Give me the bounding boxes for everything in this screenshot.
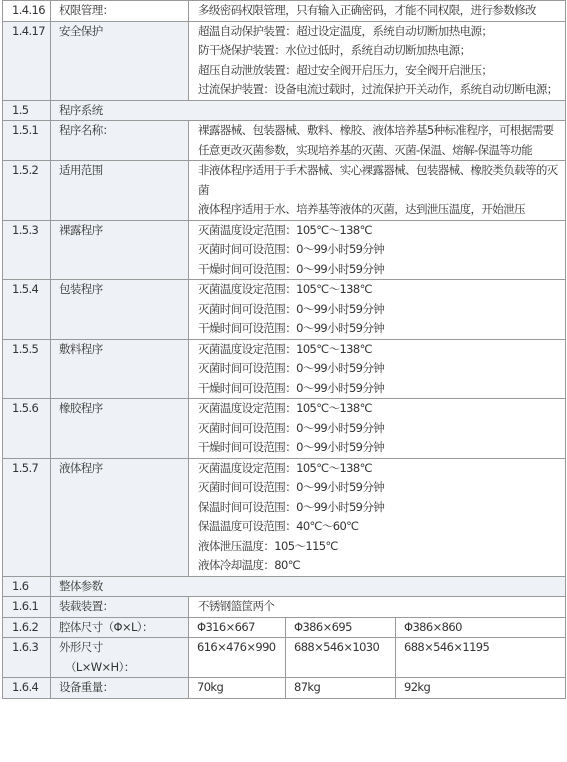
item-name [51,617,189,638]
item-name: 装载装置： [51,597,189,618]
model-value: 70kg [189,678,286,699]
value-line: 干燥时间可设范围：0～99小时59分钟 [198,321,385,335]
item-number: 1.5.2 [3,161,51,221]
value-line: 液体泄压温度：105～115℃ [198,538,338,553]
item-number: 1.4.16 [3,1,51,22]
item-value [189,220,566,280]
item-value [189,399,566,459]
table-row [3,617,566,638]
table-row [3,638,566,678]
section-row [3,100,566,121]
item-name: 裸露程序 [51,220,189,280]
item-number: 1.5.1 [3,121,51,161]
item-number: 1.6.3 [3,638,51,678]
value-line: 裸露器械、包装器械、敷料、橡胶、液体培养基5种标准程序，可根据需要任意更改灭菌参数，实现培养基的灭菌、灭菌-保温、熔解-保温等功能 [198,123,554,157]
item-name-line: （L×W×H）： [65,659,135,674]
item-number: 1.5.5 [3,339,51,399]
value-line: 干燥时间可设范围：0～99小时59分钟 [198,380,385,395]
model-value: Φ386×695 [286,617,396,638]
spec-table [2,0,566,699]
item-name: 权限管理： [51,1,189,22]
model-value: 92kg [396,678,566,699]
table-row [3,121,566,161]
value-line: 灭菌温度设定范围：105℃～138℃ [198,401,372,415]
value-line: 灭菌时间可设范围：0～99小时59分钟 [198,420,385,435]
table-row [3,1,566,22]
item-name: 橡胶程序 [51,399,189,459]
model-value: Φ386×860 [396,617,566,638]
table-row [3,597,566,618]
value-line: 液体冷却温度：80℃ [198,558,301,572]
table-row [3,339,566,399]
item-name: 敷料程序 [51,339,189,399]
item-number: 1.5.7 [3,458,51,576]
item-name: 包装程序 [51,280,189,340]
item-number: 1.5.6 [3,399,51,459]
value-line: 灭菌温度设定范围：105℃～138℃ [198,282,372,296]
item-name-line: 外形尺寸 [59,640,103,654]
item-name: 程序名称： [51,121,189,161]
item-value [189,339,566,399]
item-value [189,121,566,161]
item-value [189,161,566,221]
item-name [51,678,189,699]
table-row [3,161,566,221]
model-value: 87kg [286,678,396,699]
value-line: 液体程序适用于水、培养基等液体的灭菌，达到泄压温度，开始泄压 [198,202,525,216]
model-value: 688×546×1195 [396,638,566,678]
model-value: Φ316×667 [189,617,286,638]
value-line: 灭菌时间可设范围：0～99小时59分钟 [198,242,385,256]
value-line: 灭菌时间可设范围：0～99小时59分钟 [198,301,385,316]
value-line: 灭菌温度设定范围：105℃～138℃ [198,222,372,237]
item-value [189,458,566,576]
value-line: 干燥时间可设范围：0～99小时59分钟 [198,440,385,454]
value-line: 灭菌温度设定范围：105℃～138℃ [198,460,372,475]
table-row [3,21,566,100]
value-line: 多级密码权限管理，只有输入正确密码，才能不同权限，进行参数修改 [198,3,536,17]
item-name: 适用范围 [51,161,189,221]
item-number: 1.6 [3,576,51,597]
table-row [3,220,566,280]
item-name-line: 腔体尺寸（Φ×L）： [59,619,153,634]
item-value [189,280,566,340]
item-value [189,21,566,100]
model-value: 616×476×990 [189,638,286,678]
value-line: 过流保护装置：设备电流过载时，过流保护开关动作，系统自动切断电源； [198,82,558,96]
value-line: 灭菌时间可设范围：0～99小时59分钟 [198,361,385,375]
item-number: 1.5.3 [3,220,51,280]
item-number: 1.5.4 [3,280,51,340]
item-number: 1.6.4 [3,678,51,699]
value-line: 不锈钢篮筐两个 [198,599,275,613]
item-value [189,1,566,22]
item-number: 1.5 [3,100,51,121]
value-line: 超压自动泄放装置：超过安全阀开启压力，安全阀开启泄压； [198,62,493,77]
value-line: 灭菌温度设定范围：105℃～138℃ [198,341,372,356]
item-name-line: 设备重量： [59,680,114,694]
value-line: 保温时间可设范围：0～99小时59分钟 [198,499,385,514]
value-line: 超温自动保护装置：超过设定温度，系统自动切断加热电源； [198,23,493,38]
item-name: 液体程序 [51,458,189,576]
item-name: 安全保护 [51,21,189,100]
spec-table-body [3,1,566,699]
item-number: 1.6.1 [3,597,51,618]
model-value: 688×546×1030 [286,638,396,678]
value-line: 非液体程序适用于手术器械、实心裸露器械、包装器械、橡胶类负载等的灭菌 [198,163,558,197]
item-number: 1.4.17 [3,21,51,100]
table-row [3,458,566,576]
table-row [3,399,566,459]
value-line: 防干烧保护装置：水位过低时，系统自动切断加热电源； [198,43,471,57]
section-title: 整体参数 [51,576,566,597]
item-number: 1.6.2 [3,617,51,638]
value-line: 灭菌时间可设范围：0～99小时59分钟 [198,480,385,494]
item-value [189,597,566,618]
table-row [3,280,566,340]
value-line: 保温温度可设范围：40℃～60℃ [198,519,359,533]
table-row [3,678,566,699]
section-row [3,576,566,597]
section-title: 程序系统 [51,100,566,121]
value-line: 干燥时间可设范围：0～99小时59分钟 [198,261,385,276]
item-name [51,638,189,678]
